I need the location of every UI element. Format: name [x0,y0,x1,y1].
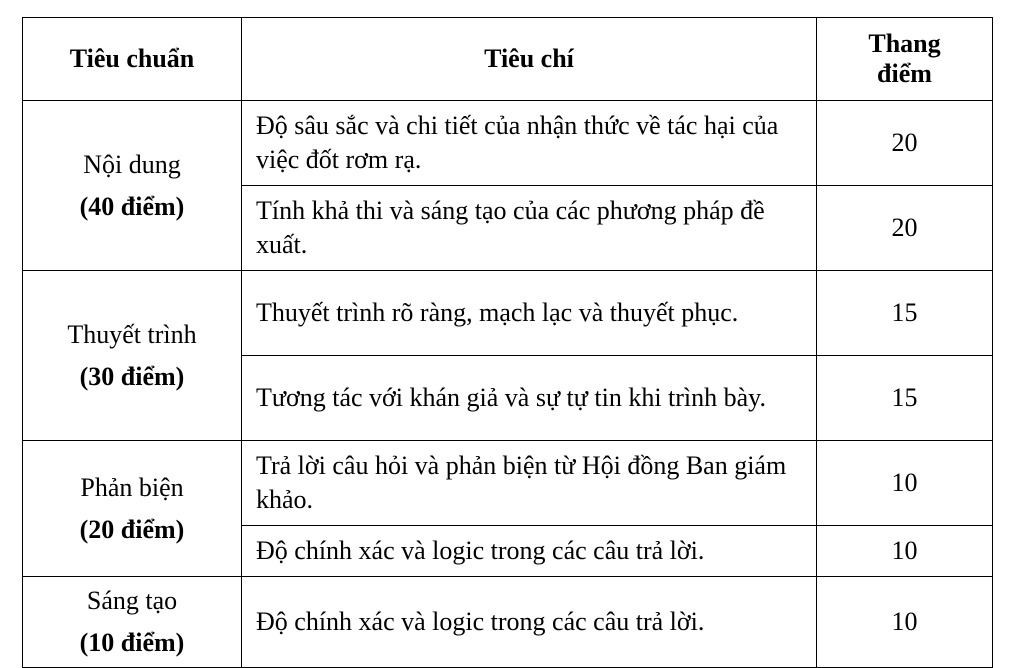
score-cell: 20 [817,186,993,271]
header-score [817,18,993,101]
header-score-line2: điểm [877,59,932,88]
standard-name: Phản biện [80,472,184,502]
criterion-cell: Tính khả thi và sáng tạo của các phương pháp đề xuất. [242,186,817,271]
criterion-cell: Độ chính xác và logic trong các câu trả lời. [242,526,817,577]
header-criteria: Tiêu chí [242,18,817,101]
standard-points: (40 điểm) [79,191,185,221]
score-cell: 15 [817,271,993,356]
standard-name: Sáng tạo [86,586,178,615]
header-score-line1: Thang [868,29,941,58]
standard-cell-creativity [23,577,242,668]
criterion-cell: Tương tác với khán giả và sự tự tin khi trình bày. [242,356,817,441]
header-standard: Tiêu chuẩn [23,18,242,101]
standard-name: Nội dung [83,149,181,179]
criterion-cell: Độ sâu sắc và chi tiết của nhận thức về tác hại của việc đốt rơm rạ. [242,101,817,186]
standard-points: (20 điểm) [79,514,185,544]
criterion-cell: Trả lời câu hỏi và phản biện từ Hội đồng Ban giám khảo. [242,441,817,526]
table-row [23,101,993,186]
table-row [23,271,993,356]
table-row [23,577,993,668]
standard-points: (30 điểm) [79,361,185,391]
score-cell: 10 [817,441,993,526]
standard-name: Thuyết trình [67,319,197,349]
standard-cell-presentation [23,271,242,441]
score-cell: 10 [817,526,993,577]
score-cell: 20 [817,101,993,186]
score-cell: 10 [817,577,993,668]
table-row [23,441,993,526]
standard-cell-content [23,101,242,271]
standard-points: (10 điểm) [79,628,185,657]
scoring-rubric-table [22,17,993,668]
header-row [23,18,993,101]
standard-cell-rebuttal [23,441,242,577]
criterion-cell: Độ chính xác và logic trong các câu trả lời. [242,577,817,668]
criterion-cell: Thuyết trình rõ ràng, mạch lạc và thuyết phục. [242,271,817,356]
score-cell: 15 [817,356,993,441]
